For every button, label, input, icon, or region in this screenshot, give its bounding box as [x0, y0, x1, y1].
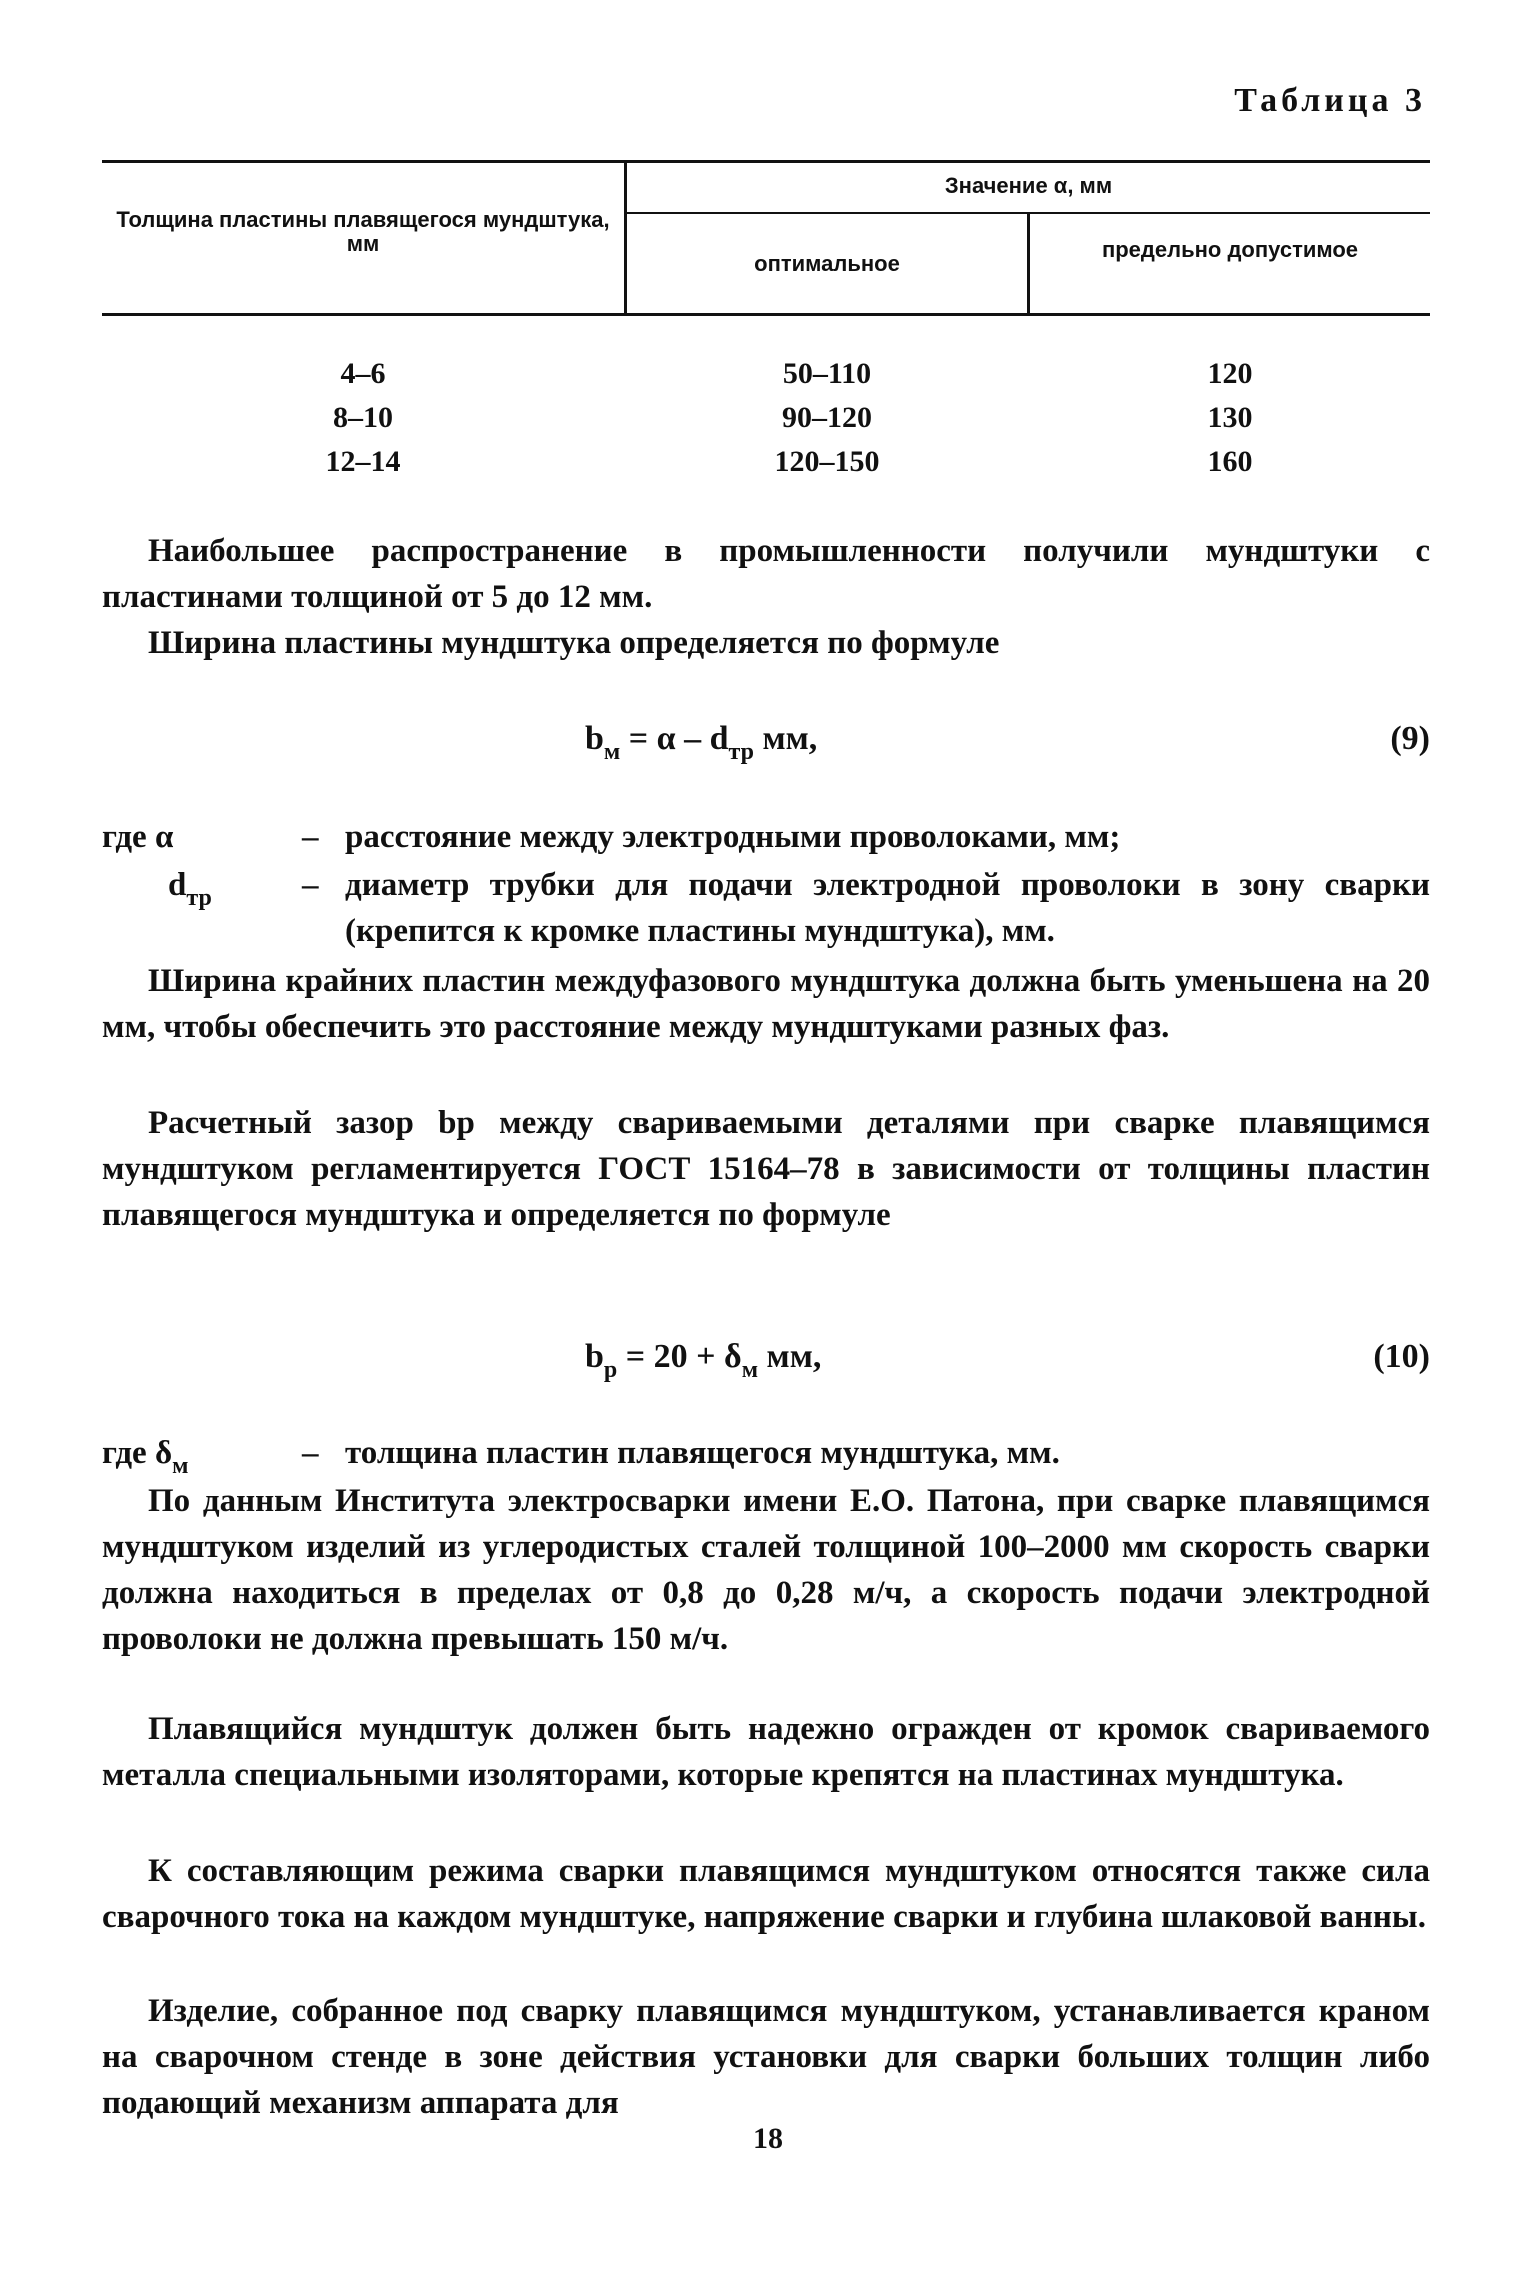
definition-symbol: α: [154, 819, 174, 855]
definition-text-alpha: расстояние между электродными проволоками, мм;: [345, 819, 1121, 855]
table-header-bottom-rule: [102, 313, 1430, 316]
definition-term-delta: [102, 1430, 188, 1479]
definition-dash: –: [302, 1435, 319, 1471]
paragraph-2: Ширина пластины мундштука определяется по формуле: [148, 625, 1000, 661]
formula-10-lhs-sub: р: [603, 1357, 618, 1383]
definition-symbol: δ: [154, 1435, 173, 1471]
definition-dash: –: [302, 867, 319, 903]
col-group-header: Значение α, мм: [944, 173, 1113, 198]
definition-symbol: d: [168, 867, 187, 903]
table-caption: Таблица 3: [1234, 82, 1426, 119]
formula-10-op: = 20 + δ: [617, 1338, 742, 1375]
paragraph-4: Расчетный зазор bр между свариваемыми деталями при сварке плавящимся мундштуком регламентируется ГОСТ 15164–78 в зависимости от толщины пластин плавящегося мундштука и определяется по формуле: [102, 1105, 1430, 1233]
paragraph-7: К составляющим режима сварки плавящимся мундштуком относятся также сила сварочного тока на каждом мундштуке, напряжение сварки и глубина шлаковой ванны.: [102, 1853, 1430, 1935]
definition-text-delta: толщина пластин плавящегося мундштука, мм.: [345, 1435, 1060, 1471]
definition-symbol-sub: м: [172, 1453, 189, 1479]
equation-number-10: (10): [1373, 1338, 1430, 1375]
definition-term-alpha: [102, 814, 173, 860]
paragraph-8: Изделие, собранное под сварку плавящимся мундштуком, устанавливается краном на сварочном стенде в зоне действия установки для сварки больших толщин либо подающий механизм аппарата для: [102, 1993, 1430, 2121]
formula-9-op: = α – d: [620, 720, 729, 757]
definition-prefix: где: [102, 819, 155, 855]
cell-thickness: 8–10: [333, 401, 393, 434]
formula-9-lhs-sub: м: [603, 739, 621, 765]
formula-9-rhs-sub: тр: [728, 739, 754, 765]
col-max-header: предельно допустимое: [1101, 237, 1359, 262]
formula-9: [585, 716, 817, 765]
table-vline-2: [1027, 212, 1030, 316]
page-number: 18: [753, 2122, 783, 2155]
cell-max: 130: [1207, 401, 1253, 434]
paragraph-5: По данным Института электросварки имени Е.О. Патона, при сварке плавящимся мундштуком изделий из углеродистых сталей толщиной 100–2000 мм скорость сварки должна находиться в пределах от 0,8 до 0,28 м/ч, а скорость подачи электродной проволоки не должна превышать 150 м/ч.: [102, 1483, 1430, 1657]
paragraph-3: Ширина крайних пластин междуфазового мундштука должна быть уменьшена на 20 мм, чтобы обеспечить это расстояние между мундштуками разных фаз.: [102, 963, 1430, 1045]
formula-9-unit: мм,: [753, 720, 818, 757]
cell-max: 160: [1207, 445, 1253, 478]
definition-symbol-sub: тр: [186, 885, 212, 911]
formula-9-lhs: b: [585, 720, 604, 757]
cell-thickness: 12–14: [325, 445, 401, 478]
definition-prefix: где: [102, 1435, 155, 1471]
cell-optimal: 90–120: [782, 401, 872, 434]
definition-dash: –: [302, 819, 319, 855]
formula-10: [585, 1334, 821, 1383]
definition-text-dtr: диаметр трубки для подачи электродной проволоки в зону сварки (крепится к кромке пластины мундштука), мм.: [345, 867, 1430, 949]
formula-10-unit: мм,: [758, 1338, 822, 1375]
cell-optimal: 50–110: [782, 357, 872, 390]
table-top-rule: [102, 160, 1430, 163]
col-thickness-header: Толщина пластины плавящегося мундштука, мм: [116, 207, 610, 256]
formula-10-rhs-sub: м: [741, 1357, 759, 1383]
paragraph-1: Наибольшее распространение в промышленности получили мундштуки с пластинами толщиной от 5 до 12 мм.: [102, 533, 1430, 615]
definition-term-dtr: [168, 862, 212, 911]
equation-number-9: (9): [1390, 720, 1430, 757]
col-optimal-header: оптимальное: [754, 251, 900, 276]
formula-10-lhs: b: [585, 1338, 604, 1375]
paragraph-6: Плавящийся мундштук должен быть надежно огражден от кромок свариваемого металла специальными изоляторами, которые крепятся на пластинах мундштука.: [102, 1711, 1430, 1793]
cell-thickness: 4–6: [340, 357, 386, 390]
cell-optimal: 120–150: [774, 445, 880, 478]
cell-max: 120: [1207, 357, 1253, 390]
